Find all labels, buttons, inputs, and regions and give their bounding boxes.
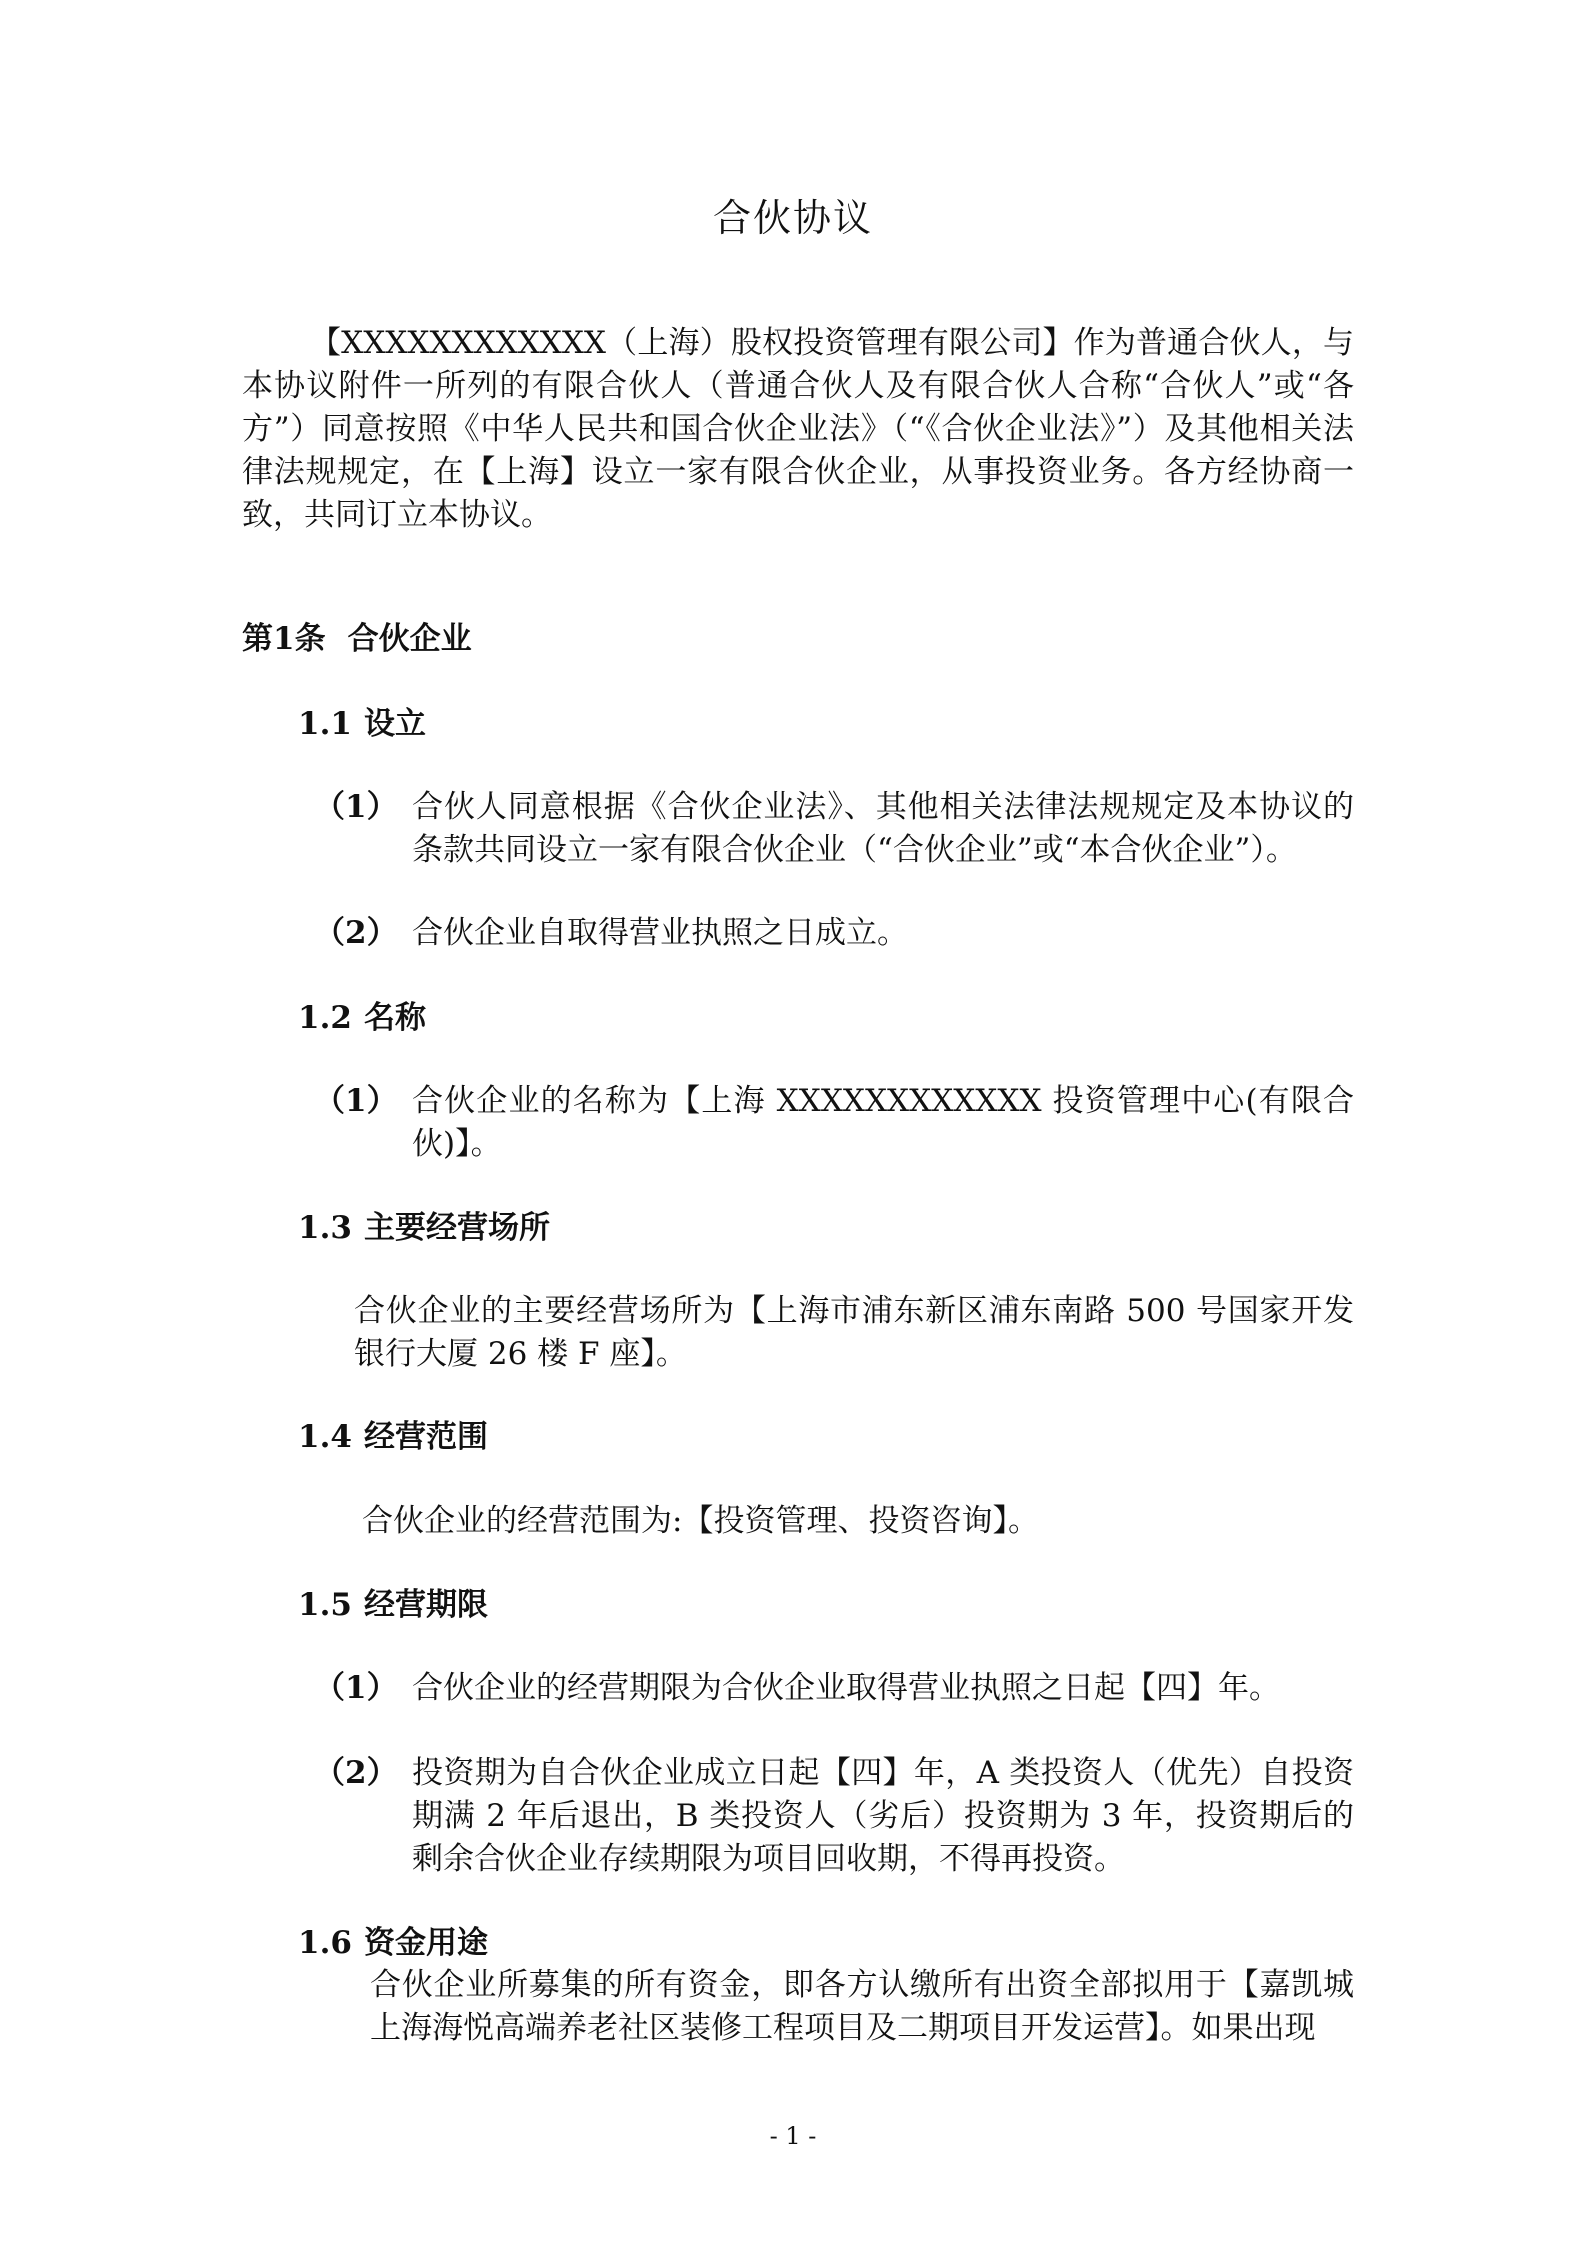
section-number: 1.2 <box>298 1000 352 1036</box>
item-marker: （2） <box>314 915 398 951</box>
section-title: 名称 <box>364 1000 426 1036</box>
item-marker: （1） <box>314 1670 398 1706</box>
item-marker: （2） <box>314 1755 398 1791</box>
list-item-1-2-1 <box>314 1080 1354 1166</box>
section-heading-1-4 <box>298 1416 488 1459</box>
item-text: 合伙企业的经营期限为合伙企业取得营业执照之日起【四】年。 <box>412 1670 1280 1706</box>
section-number: 1.1 <box>298 706 352 742</box>
section-title: 设立 <box>364 706 426 742</box>
section-title: 经营期限 <box>364 1587 488 1623</box>
section-heading-1-5 <box>298 1584 488 1627</box>
item-text: 合伙企业的名称为【上海 XXXXXXXXXXXX 投资管理中心(有限合伙)】。 <box>412 1083 1354 1162</box>
item-text: 合伙人同意根据《合伙企业法》、其他相关法律法规规定及本协议的条款共同设立一家有限合伙企业（“合伙企业”或“本合伙企业”）。 <box>412 789 1354 868</box>
article-title: 合伙企业 <box>347 621 472 657</box>
item-marker: （1） <box>314 1083 398 1119</box>
article-number: 第1条 <box>242 621 326 657</box>
item-text: 合伙企业自取得营业执照之日成立。 <box>412 915 908 951</box>
section-paragraph-1-3: 合伙企业的主要经营场所为【上海市浦东新区浦东南路 500 号国家开发银行大厦 26 楼 F 座】。 <box>354 1293 1354 1372</box>
intro-paragraph: 【XXXXXXXXXXXX（上海）股权投资管理有限公司】作为普通合伙人，与本协议附件一所列的有限合伙人（普通合伙人及有限合伙人合称“合伙人”或“各方”）同意按照《中华人民共和国合伙企业法》（“《合伙企业法》”）及其他相关法律法规规定，在【上海】设立一家有限合伙企业，从事投资业务。各方经协商一致，共同订立本协议。 <box>242 325 1354 533</box>
article-heading <box>242 618 472 661</box>
section-paragraph-1-6: 合伙企业所募集的所有资金，即各方认缴所有出资全部拟用于【嘉凯城上海海悦高端养老社区装修工程项目及二期项目开发运营】。如果出现 <box>370 1967 1354 2046</box>
list-item-1-1-1 <box>314 786 1354 872</box>
section-title: 主要经营场所 <box>364 1210 550 1246</box>
item-marker: （1） <box>314 789 398 825</box>
page-number: - 1 - <box>769 2122 817 2150</box>
section-number: 1.4 <box>298 1419 352 1455</box>
list-item-1-5-1 <box>314 1667 1354 1710</box>
document-title: 合伙协议 <box>712 196 873 240</box>
section-heading-1-6 <box>298 1922 488 1965</box>
item-text: 投资期为自合伙企业成立日起【四】年，A 类投资人（优先）自投资期满 2 年后退出，B 类投资人（劣后）投资期为 3 年，投资期后的剩余合伙企业存续期限为项目回收期，不得再投资。 <box>412 1755 1354 1877</box>
section-heading-1-2 <box>298 997 426 1040</box>
section-title: 经营范围 <box>364 1419 488 1455</box>
section-title: 资金用途 <box>364 1925 488 1961</box>
section-number: 1.6 <box>298 1925 352 1961</box>
section-paragraph-1-4: 合伙企业的经营范围为:【投资管理、投资咨询】。 <box>362 1503 1039 1539</box>
section-heading-1-3 <box>298 1207 550 1250</box>
list-item-1-5-2 <box>314 1752 1354 1881</box>
section-number: 1.3 <box>298 1210 352 1246</box>
list-item-1-1-2 <box>314 912 1354 955</box>
section-number: 1.5 <box>298 1587 352 1623</box>
section-heading-1-1 <box>298 703 426 746</box>
